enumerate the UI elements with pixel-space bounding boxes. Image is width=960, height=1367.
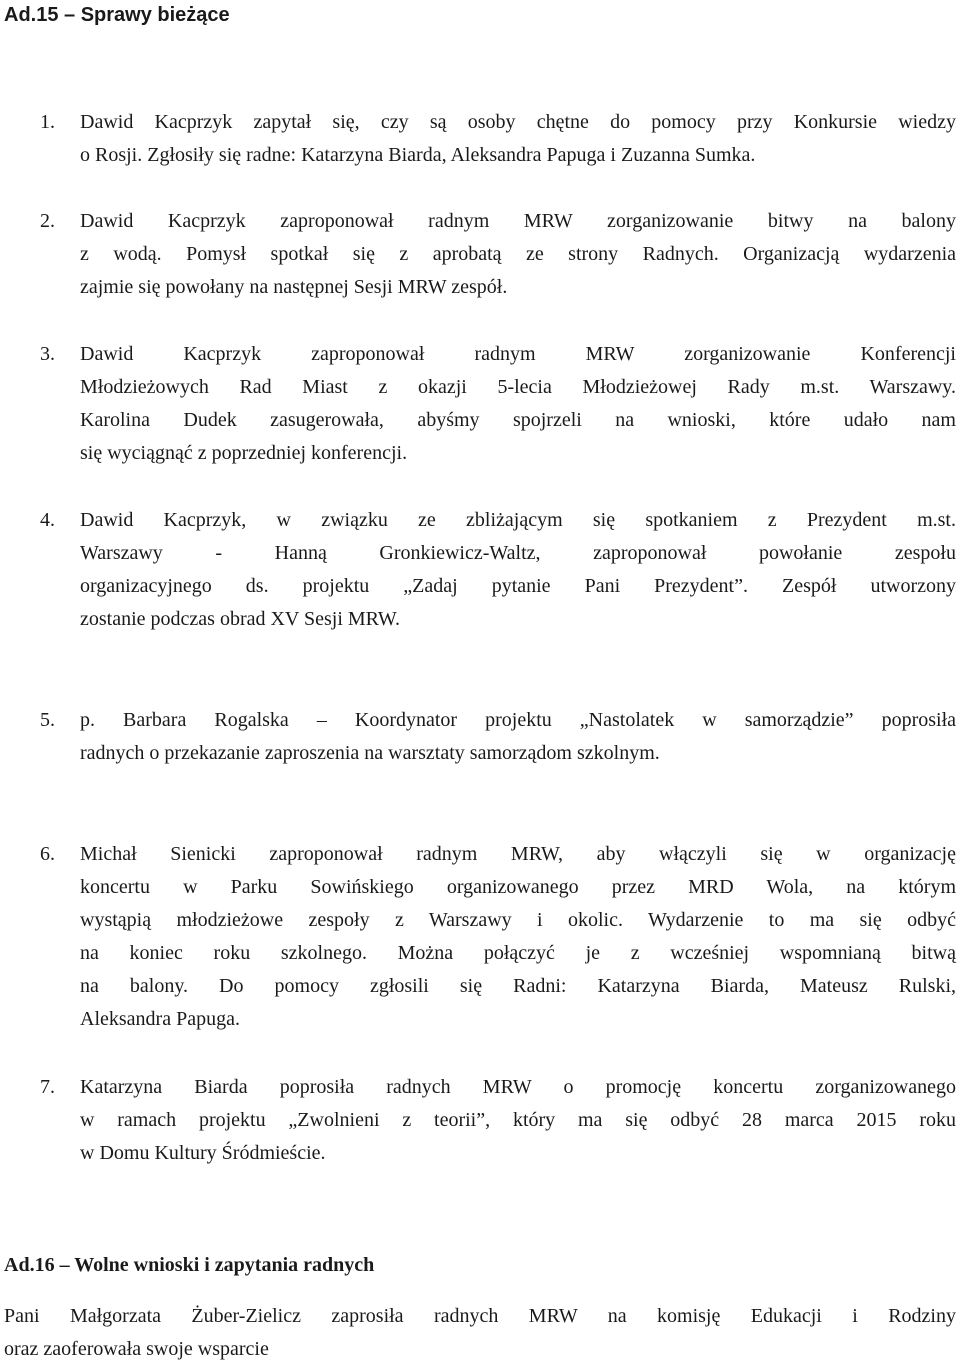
section-heading-ad16: Ad.16 – Wolne wnioski i zapytania radnych: [4, 1254, 375, 1276]
text-line: Pani Małgorzata Żuber-Zielicz zaprosiła radnych MRW na komisję Edukacji i Rodziny: [4, 1305, 956, 1327]
text-line: Aleksandra Papuga.: [80, 1008, 240, 1030]
text-line: organizacyjnego ds. projektu „Zadaj pytanie Pani Prezydent”. Zespół utworzony: [80, 575, 956, 597]
list-item-number: 3.: [40, 343, 55, 365]
text-line: Dawid Kacprzyk zaproponował radnym MRW zorganizowanie bitwy na balony: [80, 210, 956, 232]
text-line: Dawid Kacprzyk zaproponował radnym MRW zorganizowanie Konferencji: [80, 343, 956, 365]
text-line: zajmie się powołany na następnej Sesji MRW zespół.: [80, 276, 508, 298]
list-item-number: 5.: [40, 709, 55, 731]
text-line: Dawid Kacprzyk zapytał się, czy są osoby chętne do pomocy przy Konkursie wiedzy: [80, 111, 956, 133]
list-item-number: 7.: [40, 1076, 55, 1098]
text-line: Dawid Kacprzyk, w związku ze zbliżającym się spotkaniem z Prezydent m.st.: [80, 509, 956, 531]
list-item-number: 6.: [40, 843, 55, 865]
text-line: w ramach projektu „Zwolnieni z teorii”, który ma się odbyć 28 marca 2015 roku: [80, 1109, 956, 1131]
text-line: p. Barbara Rogalska – Koordynator projektu „Nastolatek w samorządzie” poprosiła: [80, 709, 956, 731]
text-line: Katarzyna Biarda poprosiła radnych MRW o promocję koncertu zorganizowanego: [80, 1076, 956, 1098]
text-line: na koniec roku szkolnego. Można połączyć je z wcześniej wspomnianą bitwą: [80, 942, 956, 964]
text-line: radnych o przekazanie zaproszenia na warsztaty samorządom szkolnym.: [80, 742, 660, 764]
text-line: Młodzieżowych Rad Miast z okazji 5-lecia Młodzieżowej Rady m.st. Warszawy.: [80, 376, 956, 398]
text-line: Warszawy - Hanną Gronkiewicz-Waltz, zaproponował powołanie zespołu: [80, 542, 956, 564]
list-item-number: 4.: [40, 509, 55, 531]
text-line: o Rosji. Zgłosiły się radne: Katarzyna Biarda, Aleksandra Papuga i Zuzanna Sumka.: [80, 144, 756, 166]
text-line: na balony. Do pomocy zgłosili się Radni: Katarzyna Biarda, Mateusz Rulski,: [80, 975, 956, 997]
text-line: Michał Sienicki zaproponował radnym MRW, aby włączyli się w organizację: [80, 843, 956, 865]
text-line: zostanie podczas obrad XV Sesji MRW.: [80, 608, 400, 630]
text-line: oraz zaoferowała swoje wsparcie: [4, 1338, 269, 1360]
text-line: wystąpią młodzieżowe zespoły z Warszawy i okolic. Wydarzenie to ma się odbyć: [80, 909, 956, 931]
text-line: z wodą. Pomysł spotkał się z aprobatą ze strony Radnych. Organizacją wydarzenia: [80, 243, 956, 265]
section-heading-ad15: Ad.15 – Sprawy bieżące: [4, 4, 230, 26]
list-item-number: 2.: [40, 210, 55, 232]
text-line: się wyciągnąć z poprzedniej konferencji.: [80, 442, 408, 464]
text-line: Karolina Dudek zasugerowała, abyśmy spojrzeli na wnioski, które udało nam: [80, 409, 956, 431]
text-line: w Domu Kultury Śródmieście.: [80, 1142, 326, 1164]
list-item-number: 1.: [40, 111, 55, 133]
text-line: koncertu w Parku Sowińskiego organizowanego przez MRD Wola, na którym: [80, 876, 956, 898]
